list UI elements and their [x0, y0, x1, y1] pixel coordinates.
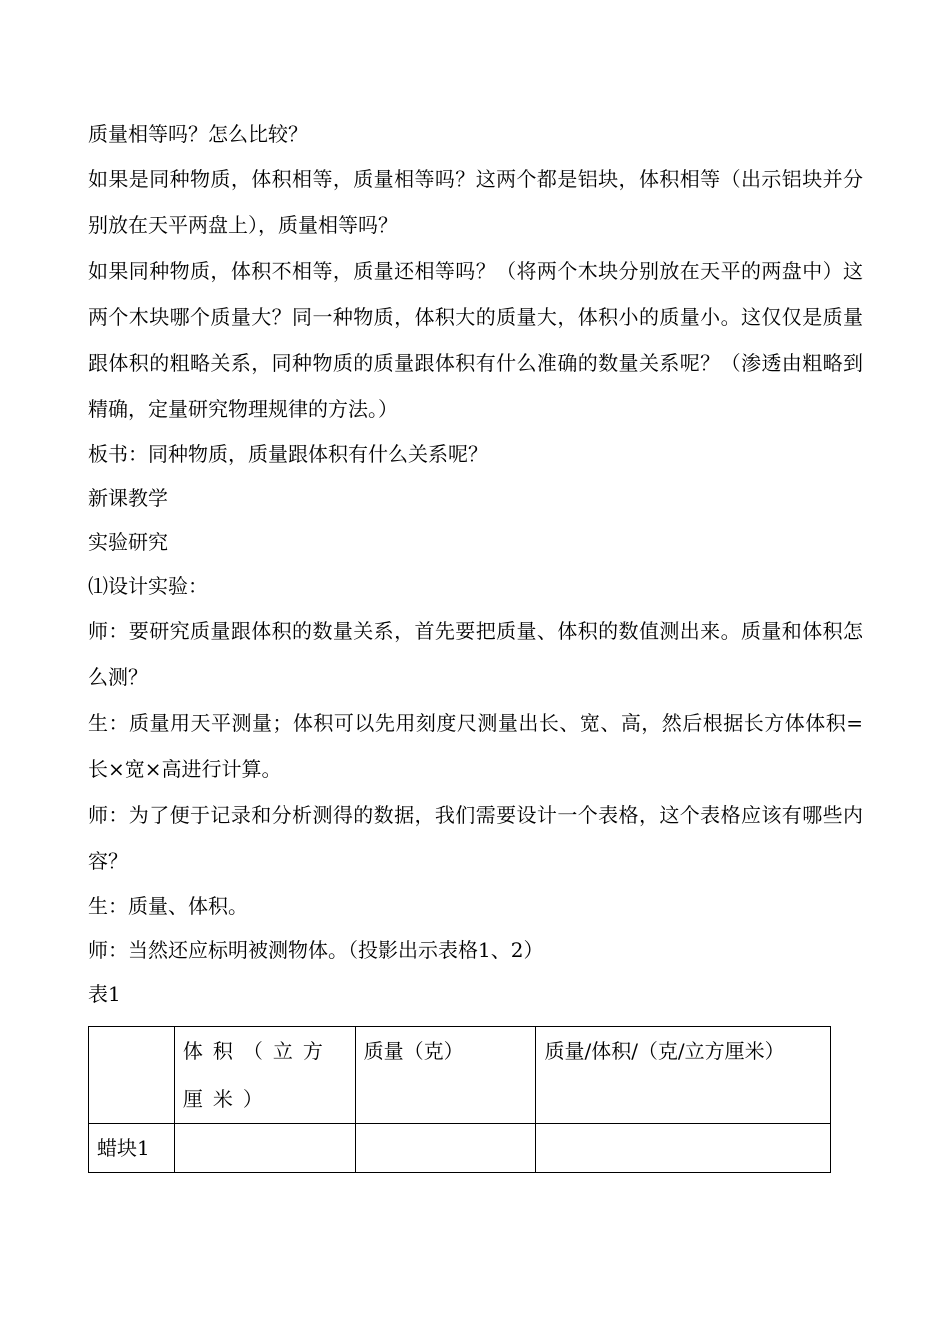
paragraph: 师：当然还应标明被测物体。（投影出示表格1、2） — [88, 938, 544, 962]
document-page — [88, 112, 863, 1173]
table-header-cell — [89, 1027, 175, 1124]
table-cell — [355, 1124, 536, 1173]
table-header-cell: 体积（立方厘米） — [174, 1027, 355, 1124]
paragraph: 生：质量、体积。 — [88, 894, 248, 918]
table-cell: 蜡块1 — [89, 1124, 175, 1173]
table-cell — [174, 1124, 355, 1173]
paragraph: 师：要研究质量跟体积的数量关系，首先要把质量、体积的数值测出来。质量和体积怎么测？ — [88, 619, 863, 689]
paragraph: 师：为了便于记录和分析测得的数据，我们需要设计一个表格，这个表格应该有哪些内容？ — [88, 803, 863, 873]
paragraph: 板书：同种物质，质量跟体积有什么关系呢？ — [88, 442, 488, 466]
subsection-heading: ⑴设计实验： — [88, 574, 208, 598]
table-caption: 表1 — [88, 982, 121, 1006]
table-header-row — [89, 1027, 831, 1124]
data-table — [88, 1026, 831, 1173]
table-header-cell: 质量（克） — [355, 1027, 536, 1124]
section-heading: 实验研究 — [88, 530, 168, 554]
paragraph: 如果同种物质，体积不相等，质量还相等吗？（将两个木块分别放在天平的两盘中）这两个木块哪个质量大？同一种物质，体积大的质量大，体积小的质量小。这仅仅是质量跟体积的粗略关系，同种物质的质量跟体积有什么准确的数量关系呢？（渗透由粗略到精确，定量研究物理规律的方法。） — [88, 259, 863, 421]
paragraph: 如果是同种物质，体积相等，质量相等吗？这两个都是铝块，体积相等（出示铝块并分别放在天平两盘上），质量相等吗？ — [88, 167, 863, 237]
table-cell — [536, 1124, 831, 1173]
paragraph: 质量相等吗？怎么比较？ — [88, 122, 308, 146]
section-heading: 新课教学 — [88, 486, 168, 510]
table-header-cell: 质量/体积/（克/立方厘米） — [536, 1027, 831, 1124]
table-row — [89, 1124, 831, 1173]
paragraph: 生：质量用天平测量；体积可以先用刻度尺测量出长、宽、高，然后根据长方体体积=长×宽×高进行计算。 — [88, 711, 863, 781]
